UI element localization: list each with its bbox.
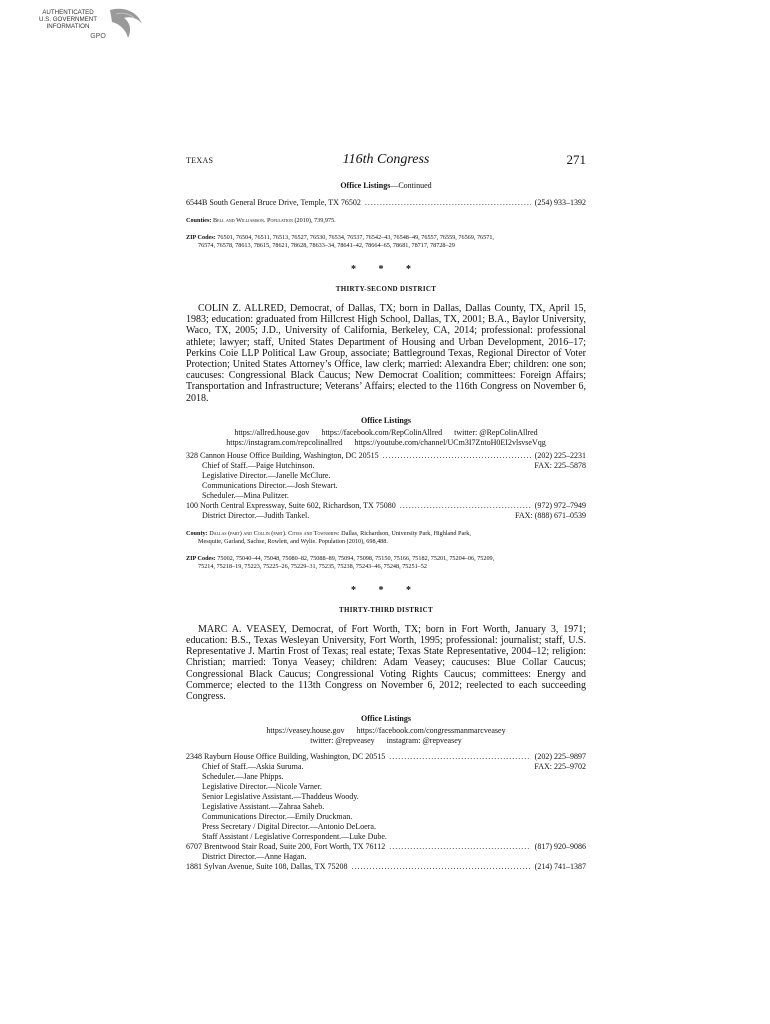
staff-entry: Chief of Staff.—Askia Suruma. — [202, 762, 304, 772]
member-biography: COLIN Z. ALLRED, Democrat, of Dallas, TX; born in Dallas, Dallas County, TX, April 15, 1983; education: graduated from Hillcrest High School, Dallas, TX, 2001; B.A., Baylor University, Waco, TX, 2005; J.D., University of California, Berkeley, CA, 2014; professional: professional athlete; lawyer; staff, United States Department of Housing and Urban Development, 2016–17; Perkins Coie LLP Political Law Group, associate; Battleground Texas, Regional Director of Voter Protection; United States Attorney’s Office, law clerk; married: Alexandra Eber; children: one son; caucuses: Congressional Black Caucus; New Democrat Coalition; committees: Foreign Affairs; Transportation and Infrastructure; Veterans’ Affairs; elected to the 116th Congress on November 6, 2018. — [186, 303, 586, 404]
staff-entry: Communications Director.—Josh Stewart. — [202, 480, 338, 490]
staff-line — [186, 762, 586, 772]
office-listings-heading: Office Listings — [361, 714, 411, 724]
district-title: THIRTY-THIRD DISTRICT — [339, 605, 433, 614]
facebook-link[interactable]: https://facebook.com/RepColinAllred — [321, 427, 443, 437]
county-label: County: — [186, 529, 208, 537]
office-phone: (202) 225–2231 — [534, 450, 586, 460]
zip-codes-line-2: 75214, 75218–19, 75223, 75225–26, 75229–31, 75235, 75238, 75243–46, 75248, 75251–52 — [198, 562, 427, 570]
leader-dots — [351, 862, 530, 872]
zip-codes-line-1: 75002, 75040–44, 75048, 75080–82, 75088–89, 75094, 75098, 75150, 75166, 75182, 75201, 75204–06, 75209, — [217, 554, 495, 562]
leader-dots — [365, 198, 531, 208]
website-link[interactable]: https://veasey.house.gov — [266, 726, 345, 736]
gpo-authentication-seal — [38, 4, 148, 48]
office-listings-heading: Office Listings — [361, 415, 411, 425]
staff-entry: Communications Director.—Emily Druckman. — [202, 812, 353, 822]
leader-dots — [389, 842, 530, 852]
continued-suffix: —Continued — [390, 181, 432, 190]
counties-note — [186, 217, 586, 225]
member-links — [186, 726, 586, 746]
leader-dots — [389, 752, 530, 762]
cities-label: Cities and Townships: — [288, 529, 340, 537]
staff-entry: Legislative Assistant.—Zahraa Saheb. — [202, 802, 325, 812]
district-title: THIRTY-SECOND DISTRICT — [335, 285, 437, 293]
office-address: 328 Cannon House Office Building, Washington, DC 20515 — [186, 450, 379, 460]
staff-entry: Senior Legislative Assistant.—Thaddeus Woody. — [202, 792, 359, 802]
zip-codes-note — [186, 555, 586, 571]
office-listings-label: Office Listings — [340, 181, 391, 190]
staff-entry: District Director.—Anne Hagan. — [202, 852, 307, 862]
office-fax: FAX: (888) 671–0539 — [515, 510, 586, 520]
staff-entry: Scheduler.—Jane Phipps. — [202, 772, 284, 782]
office-address-line — [186, 501, 586, 511]
office-addresses — [186, 752, 586, 872]
seal-line-3: INFORMATION — [46, 23, 90, 30]
zip-codes-line-2: 76574, 76578, 78613, 78615, 78621, 78628, 78633–34, 78641–42, 78664–65, 78681, 78717, 78728–29 — [198, 242, 455, 249]
county-text: Dallas (part) and Collin (part). — [209, 529, 287, 537]
staff-entry: Press Secretary / Digital Director.—Antonio DeLoera. — [202, 822, 376, 832]
office-fax: FAX: 225–5878 — [534, 460, 586, 470]
zip-codes-line-1: 76501, 76504, 76511, 76513, 76527, 76530, 76534, 76537, 76542–43, 76548–49, 76557, 76559, 76569, 76571, — [217, 234, 494, 241]
instagram-link[interactable]: https://instagram.com/repcolinallred — [226, 437, 343, 447]
cities-text-continued: Mesquite, Garland, Sachse, Rowlett, and Wylie. Population (2010), 698,488. — [198, 537, 388, 545]
office-fax: FAX: 225–9702 — [534, 762, 586, 772]
running-head-state: TEXAS — [186, 156, 214, 165]
facebook-link[interactable]: https://facebook.com/congressmanmarcveasey — [356, 726, 506, 736]
office-address: 6707 Brentwood Stair Road, Suite 200, Fort Worth, TX 76112 — [186, 842, 386, 852]
staff-entry: Legislative Director.—Janelle McClure. — [202, 470, 331, 480]
staff-entry: District Director.—Judith Tankel. — [202, 510, 310, 520]
section-stars: * * * — [351, 584, 421, 596]
instagram-handle: instagram: @repveasey — [386, 736, 462, 746]
staff-entry: Legislative Director.—Nicole Varner. — [202, 782, 322, 792]
office-address-line — [186, 842, 586, 852]
office-phone: (254) 933–1392 — [534, 198, 586, 207]
eagle-seal-icon — [38, 4, 148, 48]
member-biography: MARC A. VEASEY, Democrat, of Fort Worth, TX; born in Fort Worth, January 3, 1971; education: B.S., Texas Wesleyan University, Fort Worth, 1995; professional: journalist; staff, U.S. Representative J. Martin Frost of Texas; real estate; Texas State Representative, 2004–12; religion: Christian; married: Tonya Veasey; children: Adam Veasey; caucuses: Blue Collar Caucus; Congressional Black Caucus; Congressional Voting Rights Caucus; committees: Energy and Commerce; elected to the 113th Congress on November 6, 2012; reelected to each succeeding Congress. — [186, 623, 586, 703]
document-page — [186, 152, 586, 872]
office-address-line — [186, 198, 586, 208]
running-head — [186, 152, 586, 172]
staff-line — [186, 511, 586, 521]
office-address: 2348 Rayburn House Office Building, Washington, DC 20515 — [186, 752, 386, 762]
member-links — [186, 428, 586, 448]
staff-entry: Staff Assistant / Legislative Correspondent.—Luke Dube. — [202, 832, 387, 842]
office-phone: (972) 972–7949 — [534, 500, 586, 510]
seal-line-4: GPO — [90, 33, 106, 40]
running-head-title: 116th Congress — [342, 152, 430, 167]
seal-line-2: U.S. GOVERNMENT — [38, 16, 98, 23]
cities-text: Dallas, Richardson, University Park, Highland Park, — [341, 529, 471, 537]
zip-codes-label: ZIP Codes: — [186, 234, 216, 241]
office-address: 100 North Central Expressway, Suite 602, Richardson, TX 75080 — [186, 500, 396, 510]
youtube-link[interactable]: https://youtube.com/channel/UCm3I7ZntoH0EI2vlsvseVqg — [354, 437, 546, 447]
website-link[interactable]: https://allred.house.gov — [234, 427, 310, 437]
office-address: 6544B South General Bruce Drive, Temple, TX 76502 — [186, 198, 361, 207]
office-address-line — [186, 752, 586, 762]
leader-dots — [383, 451, 531, 461]
office-address: 1881 Sylvan Avenue, Suite 108, Dallas, TX 75208 — [186, 862, 348, 872]
county-note — [186, 530, 586, 546]
zip-codes-note — [186, 234, 586, 250]
section-stars: * * * — [351, 264, 421, 275]
office-phone: (202) 225–9897 — [534, 752, 586, 762]
office-address-line — [186, 862, 586, 872]
twitter-handle: twitter: @repveasey — [310, 736, 375, 746]
staff-entry: Scheduler.—Mina Pulitzer. — [202, 490, 289, 500]
office-listings-continued-heading — [186, 181, 586, 190]
seal-line-1: AUTHENTICATED — [42, 9, 94, 16]
office-addresses — [186, 451, 586, 521]
twitter-handle: twitter: @RepColinAllred — [454, 427, 538, 437]
counties-text: Bell and Williamson. Population (2010), 739,975. — [213, 217, 336, 224]
counties-label: Counties: — [186, 217, 212, 224]
zip-codes-label: ZIP Codes: — [186, 554, 216, 562]
staff-entry: Chief of Staff.—Paige Hutchinson. — [202, 460, 315, 470]
office-phone: (214) 741–1387 — [534, 862, 586, 872]
leader-dots — [400, 501, 531, 511]
page-number: 271 — [566, 152, 586, 167]
office-phone: (817) 920–9086 — [534, 842, 586, 852]
office-address-line — [186, 451, 586, 461]
staff-line — [186, 461, 586, 471]
